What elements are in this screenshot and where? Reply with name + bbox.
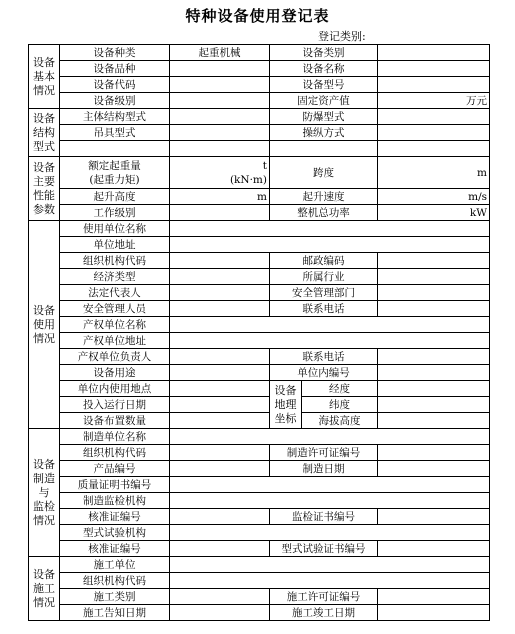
registration-form-table — [28, 44, 490, 621]
span-unit[interactable]: m — [378, 157, 490, 189]
usage-label: 设备用途 — [60, 365, 170, 381]
finish-date-value[interactable] — [378, 605, 490, 621]
rated-load-label: 额定起重量 (起重力矩) — [60, 157, 170, 189]
approval-no2-label: 核准证编号 — [60, 541, 170, 557]
section-construction: 设备施工情况 — [29, 557, 60, 621]
main-structure-value[interactable] — [170, 109, 270, 125]
safety-staff-value[interactable] — [170, 301, 270, 317]
industry-label: 所属行业 — [270, 269, 378, 285]
phone-value[interactable] — [378, 301, 490, 317]
approval-no-value[interactable] — [170, 509, 270, 525]
phone2-value[interactable] — [378, 349, 490, 365]
org-code-label: 组织机构代码 — [60, 253, 170, 269]
lift-height-unit[interactable]: m — [170, 189, 270, 205]
builder-org-code-label: 组织机构代码 — [60, 573, 170, 589]
device-name-value[interactable] — [378, 61, 490, 77]
location-value[interactable] — [170, 381, 270, 397]
maker-value[interactable] — [170, 429, 490, 445]
notice-date-value[interactable] — [170, 605, 270, 621]
make-date-value[interactable] — [378, 461, 490, 477]
economy-type-label: 经济类型 — [60, 269, 170, 285]
registration-category-label: 登记类别: — [318, 30, 366, 43]
safety-dept-label: 安全管理部门 — [270, 285, 378, 301]
finish-date-label: 施工竣工日期 — [270, 605, 378, 621]
fixed-assets-unit[interactable]: 万元 — [378, 93, 490, 109]
builder-org-code-value[interactable] — [170, 573, 490, 589]
device-code-value[interactable] — [170, 77, 270, 93]
quality-cert-label: 质量证明书编号 — [60, 477, 170, 493]
maker-org-code-label: 组织机构代码 — [60, 445, 170, 461]
user-name-label: 使用单位名称 — [60, 221, 170, 237]
builder-label: 施工单位 — [60, 557, 170, 573]
approval-no2-value[interactable] — [170, 541, 270, 557]
device-code-label: 设备代码 — [60, 77, 170, 93]
start-date-value[interactable] — [170, 397, 270, 413]
device-level-label: 设备级别 — [60, 93, 170, 109]
owner-head-label: 产权单位负责人 — [60, 349, 170, 365]
build-license-value[interactable] — [378, 589, 490, 605]
section-manufacture: 设备 制造 与 监检 情况 — [29, 429, 60, 557]
type-test-cert-label: 型式试验证书编号 — [270, 541, 378, 557]
postcode-label: 邮政编码 — [270, 253, 378, 269]
user-address-value[interactable] — [170, 237, 490, 253]
structure-extra-3[interactable] — [270, 141, 378, 157]
device-type-label: 设备种类 — [60, 45, 170, 61]
structure-extra-4[interactable] — [378, 141, 490, 157]
span-label: 跨度 — [270, 157, 378, 189]
altitude-value[interactable] — [378, 413, 490, 429]
industry-value[interactable] — [378, 269, 490, 285]
make-date-label: 制造日期 — [270, 461, 378, 477]
phone2-label: 联系电话 — [270, 349, 378, 365]
main-structure-label: 主体结构型式 — [60, 109, 170, 125]
section-performance: 设备主要性能参数 — [29, 157, 60, 221]
structure-extra-2[interactable] — [170, 141, 270, 157]
latitude-value[interactable] — [378, 397, 490, 413]
work-level-value[interactable] — [170, 205, 270, 221]
device-class-label: 设备类别 — [270, 45, 378, 61]
location-label: 单位内使用地点 — [60, 381, 170, 397]
maker-label: 制造单位名称 — [60, 429, 170, 445]
work-level-label: 工作级别 — [60, 205, 170, 221]
license-no-label: 制造许可证编号 — [270, 445, 378, 461]
owner-address-value[interactable] — [170, 333, 490, 349]
section-basic-info: 设备基本情况 — [29, 45, 60, 109]
legal-rep-value[interactable] — [170, 285, 270, 301]
type-test-org-value[interactable] — [170, 525, 490, 541]
supervision-org-value[interactable] — [170, 493, 490, 509]
control-mode-value[interactable] — [378, 125, 490, 141]
product-no-value[interactable] — [170, 461, 270, 477]
device-variety-label: 设备品种 — [60, 61, 170, 77]
lift-height-label: 起升高度 — [60, 189, 170, 205]
notice-date-label: 施工告知日期 — [60, 605, 170, 621]
device-name-label: 设备名称 — [270, 61, 378, 77]
lift-speed-label: 起升速度 — [270, 189, 378, 205]
lift-speed-unit[interactable]: m/s — [378, 189, 490, 205]
device-type-value[interactable]: 起重机械 — [170, 45, 270, 61]
quality-cert-value[interactable] — [170, 477, 490, 493]
section-structure: 设备结构型式 — [29, 109, 60, 157]
internal-no-label: 单位内编号 — [270, 365, 378, 381]
usage-value[interactable] — [170, 365, 270, 381]
owner-head-value[interactable] — [170, 349, 270, 365]
build-type-value[interactable] — [170, 589, 270, 605]
supervision-cert-value[interactable] — [378, 509, 490, 525]
device-model-value[interactable] — [378, 77, 490, 93]
maker-org-code-value[interactable] — [170, 445, 270, 461]
supervision-org-label: 制造监检机构 — [60, 493, 170, 509]
device-variety-value[interactable] — [170, 61, 270, 77]
economy-type-value[interactable] — [170, 269, 270, 285]
build-type-label: 施工类别 — [60, 589, 170, 605]
postcode-value[interactable] — [378, 253, 490, 269]
builder-value[interactable] — [170, 557, 490, 573]
longitude-value[interactable] — [378, 381, 490, 397]
phone-label: 联系电话 — [270, 301, 378, 317]
structure-extra-1[interactable] — [60, 141, 170, 157]
explosion-proof-value[interactable] — [378, 109, 490, 125]
approval-no-label: 核准证编号 — [60, 509, 170, 525]
safety-staff-label: 安全管理人员 — [60, 301, 170, 317]
start-date-label: 投入运行日期 — [60, 397, 170, 413]
build-license-label: 施工许可证编号 — [270, 589, 378, 605]
user-name-value[interactable] — [170, 221, 490, 237]
owner-name-label: 产权单位名称 — [60, 317, 170, 333]
geo-coordinates-label: 设备 地理 坐标 — [270, 381, 302, 429]
total-power-label: 整机总功率 — [270, 205, 378, 221]
device-model-label: 设备型号 — [270, 77, 378, 93]
supervision-cert-label: 监检证书编号 — [270, 509, 378, 525]
placement-value[interactable] — [170, 413, 270, 429]
device-class-value[interactable] — [378, 45, 490, 61]
product-no-label: 产品编号 — [60, 461, 170, 477]
owner-name-value[interactable] — [170, 317, 490, 333]
device-level-value[interactable] — [170, 93, 270, 109]
org-code-value[interactable] — [170, 253, 270, 269]
spreader-type-value[interactable] — [170, 125, 270, 141]
explosion-proof-label: 防爆型式 — [270, 109, 378, 125]
page-title: 特种设备使用登记表 — [185, 7, 330, 25]
control-mode-label: 操纵方式 — [270, 125, 378, 141]
type-test-cert-value[interactable] — [378, 541, 490, 557]
type-test-org-label: 型式试验机构 — [60, 525, 170, 541]
safety-dept-value[interactable] — [378, 285, 490, 301]
section-usage: 设备使用情况 — [29, 221, 60, 429]
spreader-type-label: 吊具型式 — [60, 125, 170, 141]
altitude-label: 海拔高度 — [302, 413, 378, 429]
fixed-assets-label: 固定资产值 — [270, 93, 378, 109]
longitude-label: 经度 — [302, 381, 378, 397]
internal-no-value[interactable] — [378, 365, 490, 381]
placement-label: 设备布置数量 — [60, 413, 170, 429]
total-power-unit[interactable]: kW — [378, 205, 490, 221]
owner-address-label: 产权单位地址 — [60, 333, 170, 349]
user-address-label: 单位地址 — [60, 237, 170, 253]
license-no-value[interactable] — [378, 445, 490, 461]
legal-rep-label: 法定代表人 — [60, 285, 170, 301]
latitude-label: 纬度 — [302, 397, 378, 413]
rated-load-unit[interactable]: t (kN·m) — [170, 157, 270, 189]
